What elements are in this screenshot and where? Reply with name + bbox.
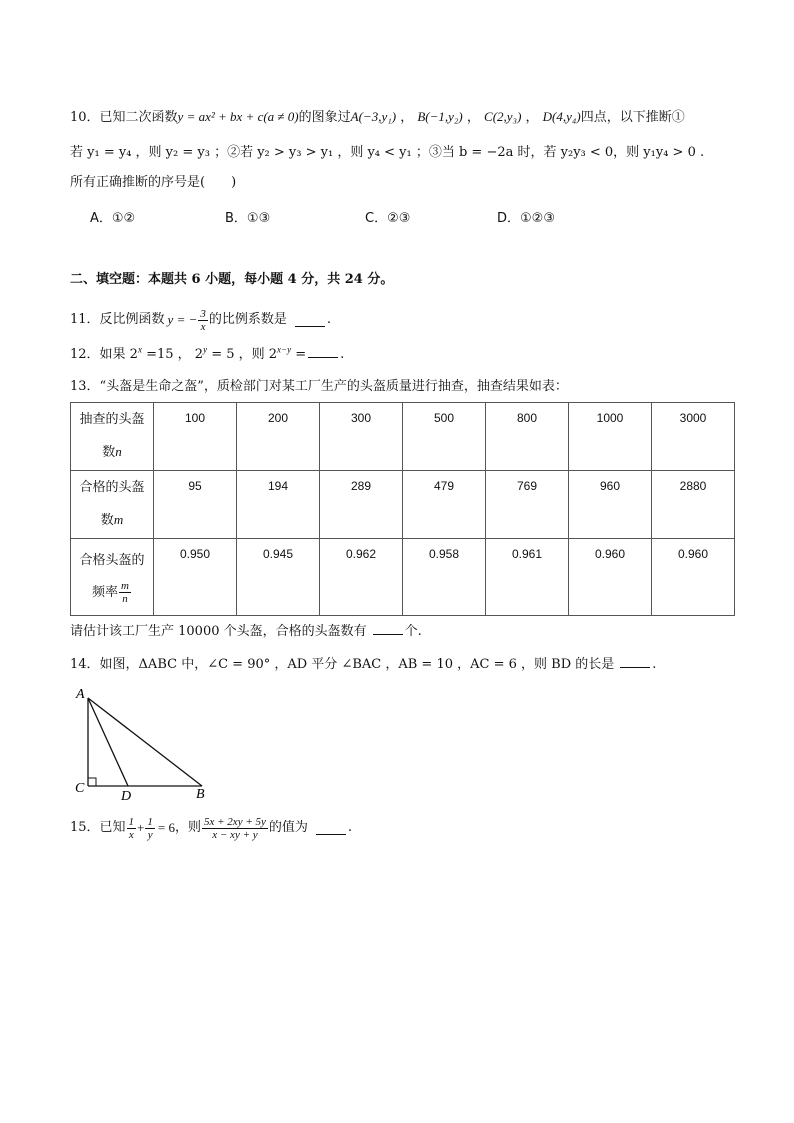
choice-c[interactable]: C．②③ bbox=[365, 211, 411, 226]
q11 bbox=[70, 302, 331, 338]
table-cell: 2880 bbox=[652, 471, 735, 539]
q11-text: 11．反比例函数 bbox=[70, 312, 165, 327]
q15-text: 15．已知 bbox=[70, 820, 126, 835]
q14 bbox=[70, 655, 656, 675]
row-header: 抽查的头盔 数n bbox=[71, 403, 154, 471]
q10-line2: 若 y₁ = y₄ ，则 y₂ = y₃ ；②若 y₂ > y₃ > y₁ ，则 y₄ < y₁ ；③当 b = −2a 时，若 y₂y₃ < 0，则 y₁y₄ > 0 . bbox=[70, 145, 705, 160]
q10-point-d: D(4,y₄) bbox=[542, 109, 581, 124]
segment-ad bbox=[88, 698, 128, 786]
q12-answer-blank[interactable] bbox=[308, 345, 338, 358]
label-c: C bbox=[75, 781, 85, 796]
triangle-figure bbox=[70, 684, 220, 804]
inspection-table bbox=[70, 402, 735, 616]
q10-text: 的图象过 bbox=[298, 110, 351, 125]
table-cell: 0.945 bbox=[237, 539, 320, 616]
table-cell: 100 bbox=[154, 403, 237, 471]
label-b: B bbox=[196, 787, 205, 802]
q12-text-c: = 5 ，则 2 bbox=[207, 347, 278, 362]
choice-a[interactable]: A．①② bbox=[90, 211, 136, 226]
table-row bbox=[71, 471, 735, 539]
q12 bbox=[70, 345, 344, 365]
q10-point-a: A(−3,y₁) bbox=[350, 109, 397, 124]
table-cell: 0.960 bbox=[569, 539, 652, 616]
q11-fraction bbox=[198, 308, 208, 333]
table-cell: 95 bbox=[154, 471, 237, 539]
q10-text-end: 四点，以下推断① bbox=[580, 110, 685, 125]
q15-post: 的值为 bbox=[268, 820, 308, 835]
choice-d[interactable]: D．①②③ bbox=[497, 211, 555, 226]
q11-func: y = − bbox=[167, 312, 198, 327]
table-cell: 800 bbox=[486, 403, 569, 471]
table-cell: 289 bbox=[320, 471, 403, 539]
row-header: 合格头盔的 频率 $\frac{m}{n}$ bbox=[71, 539, 154, 616]
q10-point-b: B(−1,y₂) bbox=[417, 109, 463, 124]
section2-title: 二、填空题：本题共 6 小题，每小题 4 分，共 24 分。 bbox=[70, 272, 394, 287]
q15-eq: = 6 bbox=[157, 820, 175, 835]
table-cell: 960 bbox=[569, 471, 652, 539]
table-cell: 0.961 bbox=[486, 539, 569, 616]
q13-after-text: 请估计该工厂生产 10000 个头盔，合格的头盔数有 bbox=[70, 624, 367, 639]
choice-b[interactable]: B．①③ bbox=[225, 211, 271, 226]
q15-plus: + bbox=[137, 820, 145, 835]
q15-frac3: $\frac{5x + 2xy + 5y}{x - xy + y}$ bbox=[204, 815, 266, 841]
table-cell: 500 bbox=[403, 403, 486, 471]
q15-frac2: $\frac{1}{y}$ bbox=[147, 815, 153, 841]
table-cell: 200 bbox=[237, 403, 320, 471]
table-cell: 300 bbox=[320, 403, 403, 471]
table-row bbox=[71, 539, 735, 616]
table-cell: 0.950 bbox=[154, 539, 237, 616]
q11-num: 3 bbox=[200, 307, 206, 320]
q12-text-d: = bbox=[291, 347, 307, 362]
label-d: D bbox=[121, 789, 132, 804]
table-cell: 0.958 bbox=[403, 539, 486, 616]
q15-mid: ，则 bbox=[174, 820, 201, 835]
q11-text-post: 的比例系数是 bbox=[208, 312, 287, 327]
table-cell: 3000 bbox=[652, 403, 735, 471]
q13-intro: 13．“头盔是生命之盔”，质检部门对某工厂生产的头盔质量进行抽查，抽查结果如表： bbox=[70, 379, 568, 394]
table-cell: 0.960 bbox=[652, 539, 735, 616]
q13-answer-blank[interactable] bbox=[373, 622, 403, 635]
row-header: 合格的头盔 数m bbox=[71, 471, 154, 539]
table-cell: 479 bbox=[403, 471, 486, 539]
table-row bbox=[71, 403, 735, 471]
q15-end: . bbox=[347, 820, 353, 835]
q12-exp-xy: x−y bbox=[277, 344, 292, 355]
q12-exp-y: y bbox=[203, 344, 208, 355]
table-cell: 1000 bbox=[569, 403, 652, 471]
q11-end: . bbox=[326, 312, 332, 327]
q15-frac1: $\frac{1}{x}$ bbox=[128, 815, 135, 841]
right-angle-mark bbox=[88, 778, 96, 786]
q10-line3: 所有正确推断的序号是( ) bbox=[70, 175, 237, 190]
table-cell: 0.962 bbox=[320, 539, 403, 616]
q11-den: x bbox=[200, 320, 206, 333]
q11-answer-blank[interactable] bbox=[295, 314, 325, 327]
q12-exp-x: x bbox=[137, 344, 142, 355]
q13-question bbox=[70, 622, 422, 642]
q14-text: 14．如图，ΔABC 中，∠C = 90° ，AD 平分 ∠BAC ，AB = 10 ，AC = 6 ，则 BD 的长是 bbox=[70, 657, 615, 672]
table-cell: 194 bbox=[237, 471, 320, 539]
table-cell: 769 bbox=[486, 471, 569, 539]
q12-text-a: 12．如果 2 bbox=[70, 347, 138, 362]
side-ab bbox=[88, 698, 202, 786]
q14-answer-blank[interactable] bbox=[620, 655, 650, 668]
q10-line1: 10．已知二次函数y = ax² + bx + c(a ≠ 0)的图象过A(−3,y₁) ， B(−1,y₂) ， C(2,y₃) ， D(4,y₄)四点，以下推断① bbox=[70, 109, 685, 125]
q12-end: . bbox=[340, 347, 345, 362]
q13-after-end: 个. bbox=[404, 624, 422, 639]
q10-function: y = ax² + bx + c(a ≠ 0) bbox=[177, 109, 299, 124]
q10-intro: 10．已知二次函数 bbox=[70, 110, 178, 125]
label-a: A bbox=[76, 687, 85, 702]
q12-text-b: =15 ， 2 bbox=[141, 347, 204, 362]
q15-answer-blank[interactable] bbox=[316, 822, 346, 835]
q10-point-c: C(2,y₃) bbox=[484, 109, 522, 124]
q14-end: . bbox=[652, 657, 657, 672]
q15 bbox=[70, 808, 352, 848]
